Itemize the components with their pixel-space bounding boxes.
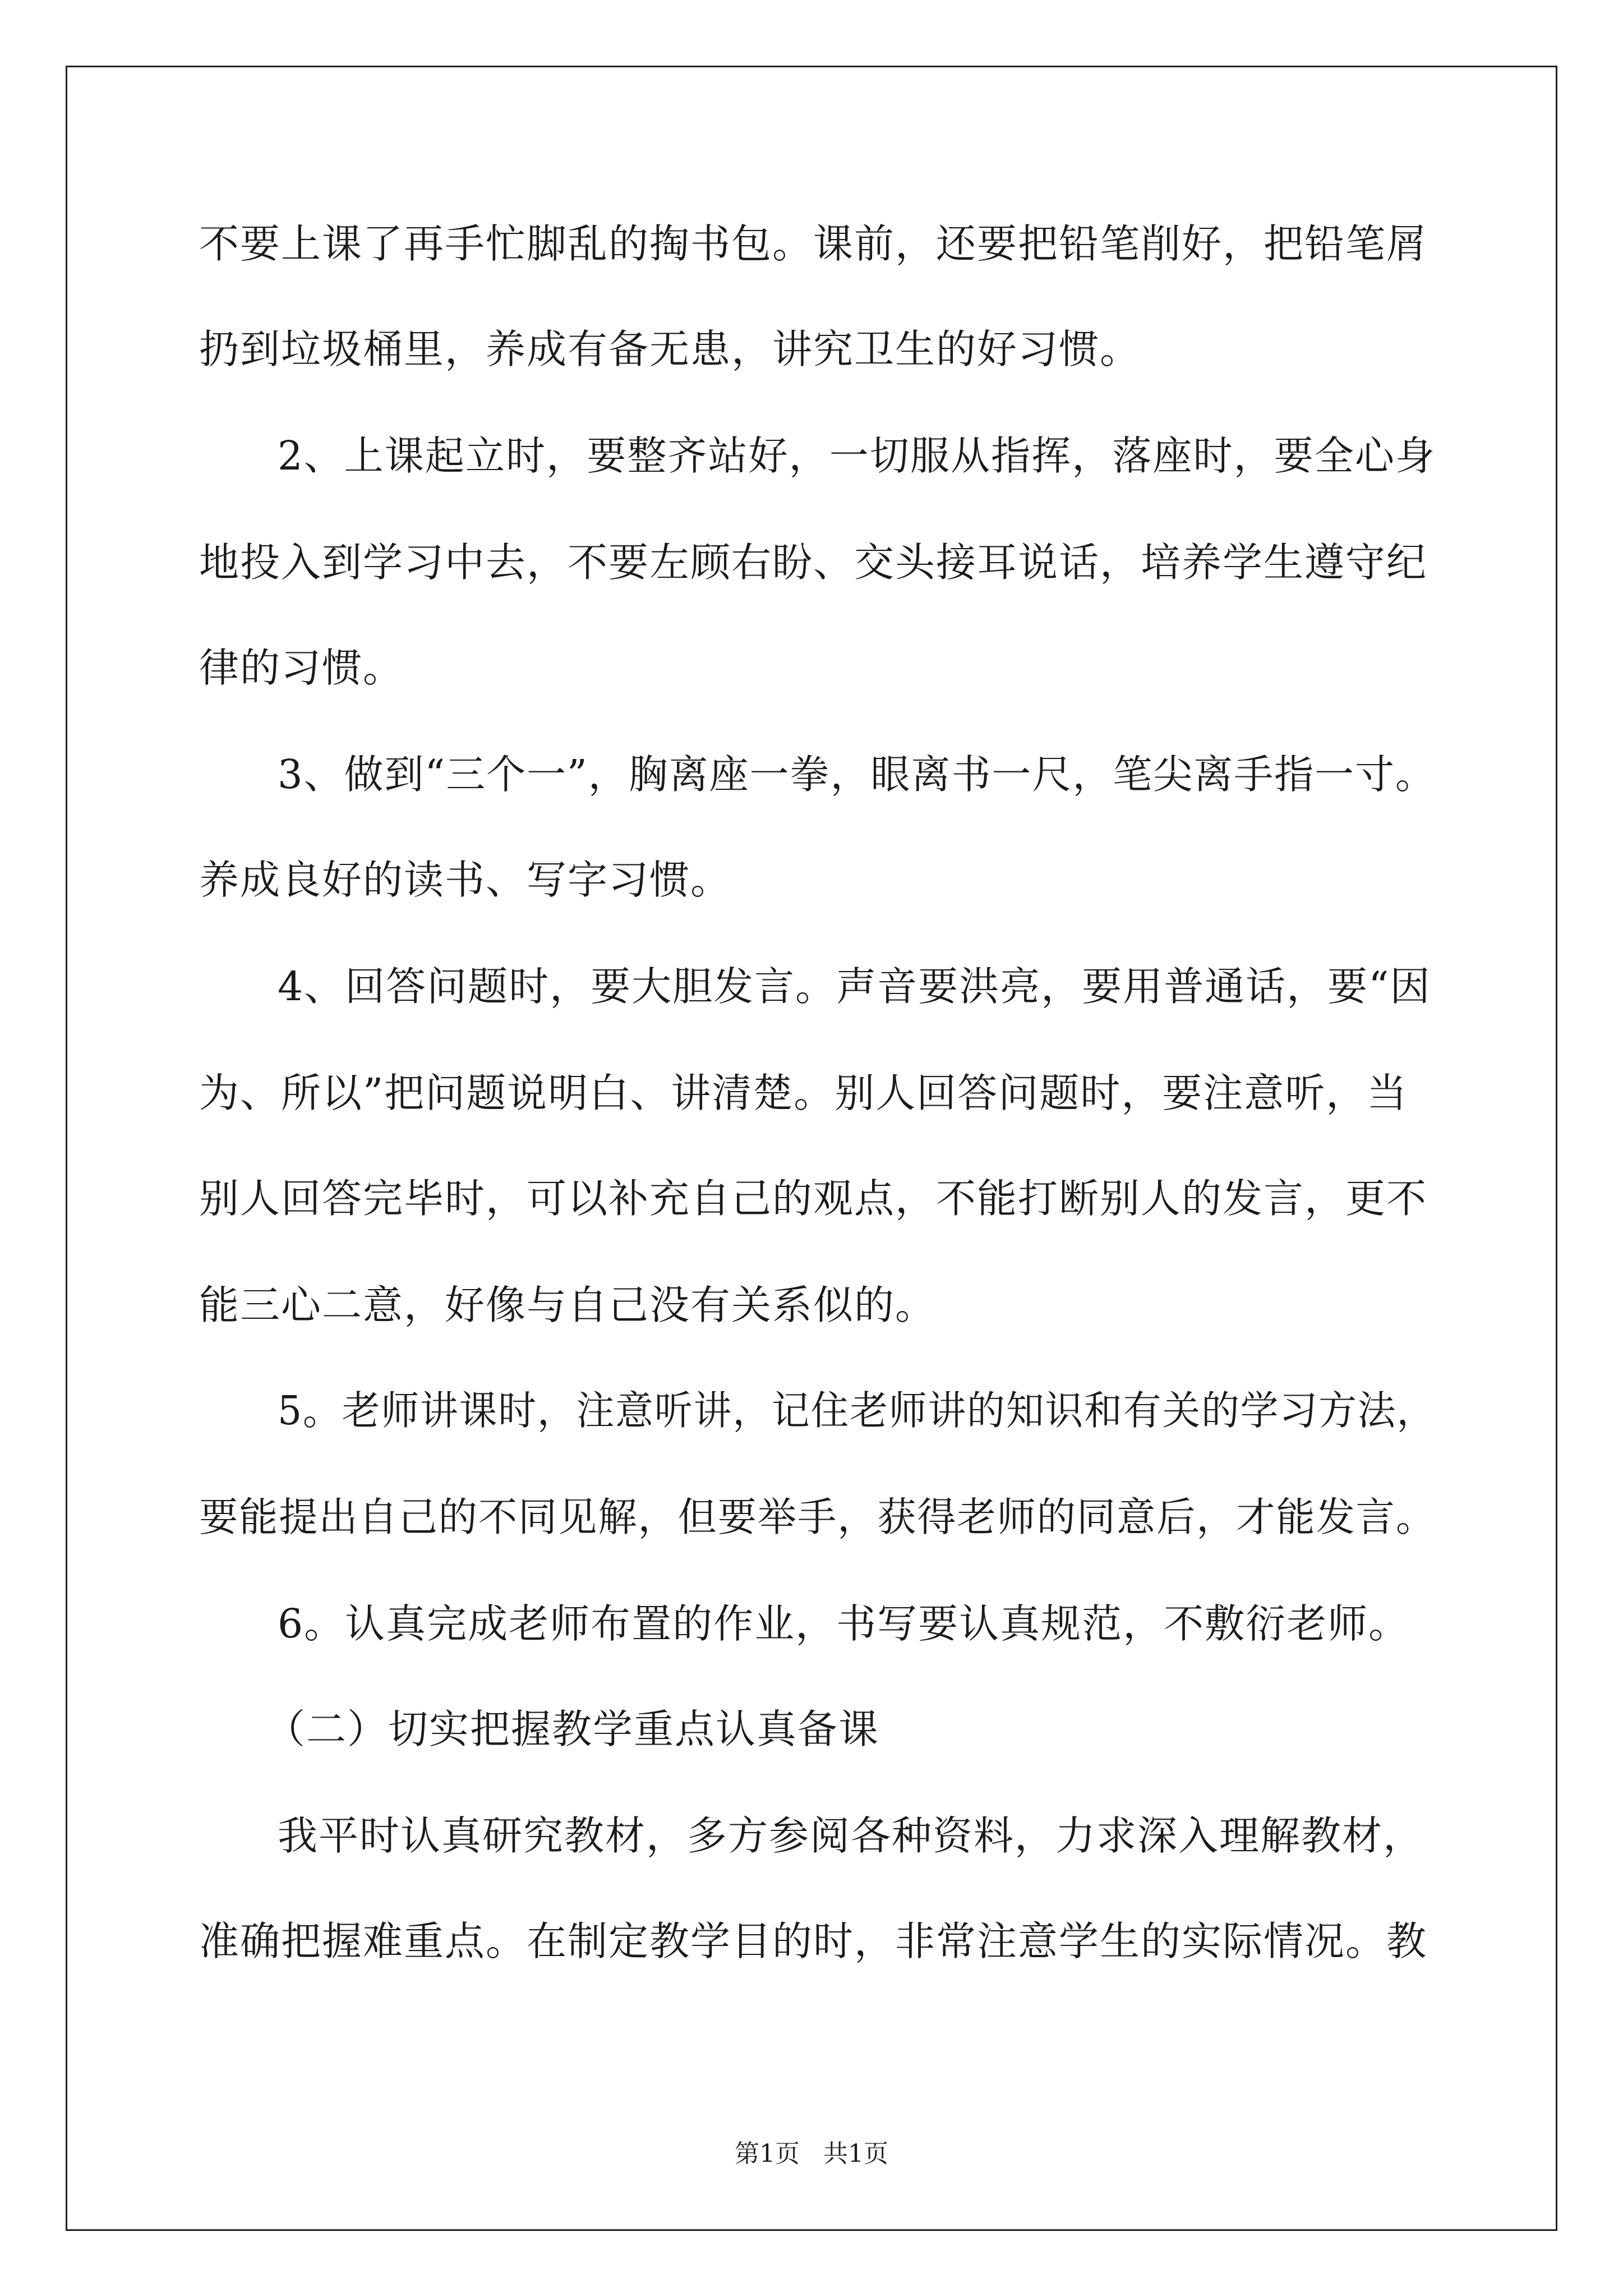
text-line: 扔到垃圾桶里，养成有备无患，讲究卫生的好习惯。	[199, 326, 1141, 372]
text-line: 6。认真完成老师布置的作业，书写要认真规范，不敷衍老师。	[278, 1600, 1410, 1647]
page-border	[66, 66, 1557, 2231]
page-number: 第1页 共1页	[735, 2139, 888, 2168]
text-line: 要能提出自己的不同见解，但要举手，获得老师的同意后，才能发言。	[199, 1494, 1436, 1540]
text-line: 2、上课起立时，要整齐站好，一切服从指挥，落座时，要全心身	[278, 432, 1436, 479]
text-line: 能三心二意，好像与自己没有关系似的。	[199, 1282, 937, 1328]
text-line: 我平时认真研究教材，多方参阅各种资料，力求深入理解教材，	[278, 1812, 1424, 1859]
text-line: 地投入到学习中去，不要左顾右盼、交头接耳说话，培养学生遵守纪	[199, 539, 1428, 586]
text-line: 为、所以”把问题说明白、讲清楚。别人回答问题时，要注意听，当	[199, 1070, 1408, 1116]
text-line: 养成良好的读书、写字习惯。	[199, 857, 732, 903]
text-line: 准确把握难重点。在制定教学目的时，非常注意学生的实际情况。教	[199, 1918, 1428, 1964]
text-line: 5。老师讲课时，注意听讲，记住老师讲的知识和有关的学习方法，	[278, 1387, 1436, 1434]
text-line: 律的习惯。	[199, 645, 404, 691]
text-line: 3、做到“三个一”，胸离座一拳，眼离书一尺，笔尖离手指一寸。	[278, 751, 1436, 798]
section-heading: （二）切实把握教学重点认真备课	[265, 1706, 880, 1752]
text-line: 不要上课了再手忙脚乱的掏书包。课前，还要把铅笔削好，把铅笔屑	[199, 220, 1428, 267]
text-line: 别人回答完毕时，可以补充自己的观点，不能打断别人的发言，更不	[199, 1175, 1428, 1222]
text-line: 4、回答问题时，要大胆发言。声音要洪亮，要用普通话，要“因	[278, 963, 1431, 1010]
